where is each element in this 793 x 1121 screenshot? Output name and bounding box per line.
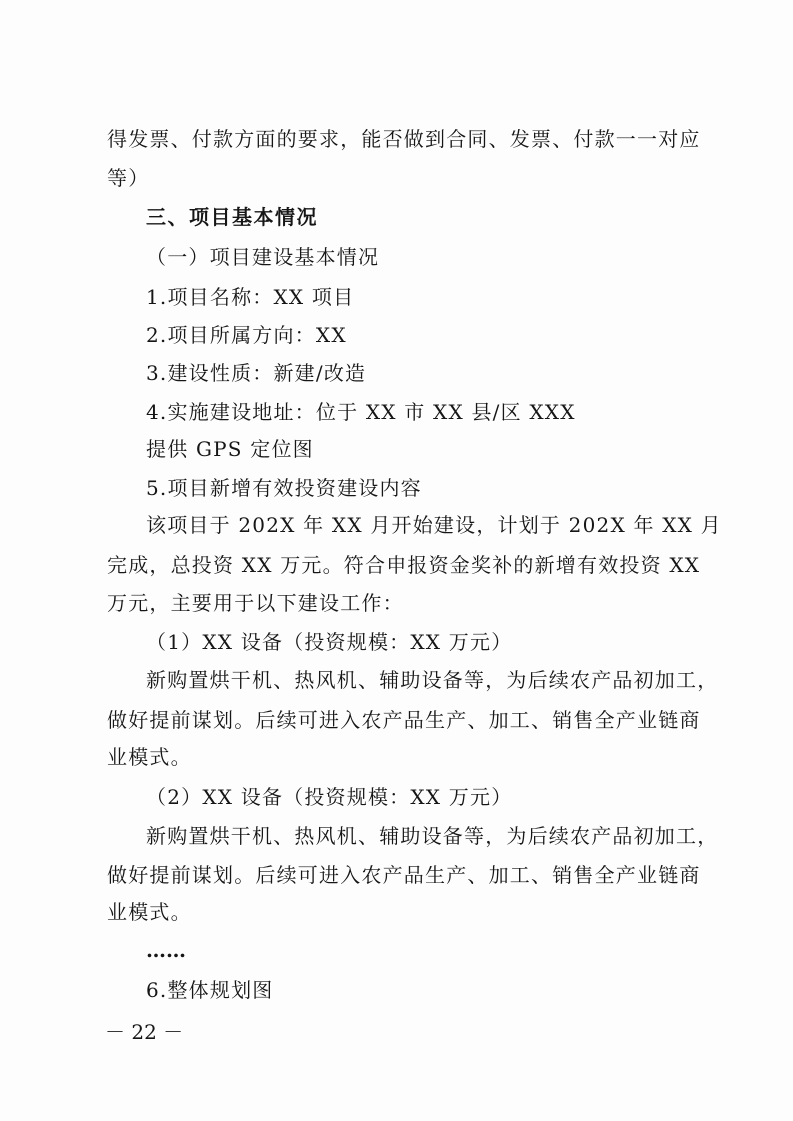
paragraph-line: 做好提前谋划。后续可进入农产品生产、加工、销售全产业链商: [107, 708, 701, 732]
equipment-heading: （2）XX 设备（投资规模：XX 万元）: [146, 785, 513, 809]
list-item: 6.整体规划图: [146, 978, 274, 1002]
paragraph-line: 万元，主要用于以下建设工作：: [107, 591, 404, 615]
paragraph-line: 业模式。: [107, 745, 192, 769]
equipment-heading: （1）XX 设备（投资规模：XX 万元）: [146, 630, 513, 654]
list-item: 2.项目所属方向：XX: [146, 323, 347, 347]
list-item: 5.项目新增有效投资建设内容: [146, 476, 422, 500]
list-item: 3.建设性质：新建/改造: [146, 361, 367, 385]
paragraph-line: 完成，总投资 XX 万元。符合申报资金奖补的新增有效投资 XX: [107, 553, 701, 577]
section-heading: 三、项目基本情况: [146, 205, 318, 229]
list-item: 4.实施建设地址：位于 XX 市 XX 县/区 XXX: [146, 400, 576, 424]
subsection-heading: （一）项目建设基本情况: [146, 245, 380, 269]
paragraph-line: 做好提前谋划。后续可进入农产品生产、加工、销售全产业链商: [107, 863, 701, 887]
text-line: 提供 GPS 定位图: [146, 437, 314, 461]
paragraph-line: 该项目于 202X 年 XX 月开始建设，计划于 202X 年 XX 月: [146, 513, 722, 537]
text-line: 等）: [107, 166, 150, 190]
paragraph-line: 业模式。: [107, 900, 192, 924]
paragraph-line: 新购置烘干机、热风机、辅助设备等，为后续农产品初加工，: [146, 824, 719, 848]
page-number: － 22 －: [105, 1020, 184, 1044]
list-item: 1.项目名称：XX 项目: [146, 285, 355, 309]
ellipsis: ……: [146, 938, 186, 962]
text-line: 得发票、付款方面的要求，能否做到合同、发票、付款一一对应: [107, 127, 701, 151]
paragraph-line: 新购置烘干机、热风机、辅助设备等，为后续农产品初加工，: [146, 668, 719, 692]
